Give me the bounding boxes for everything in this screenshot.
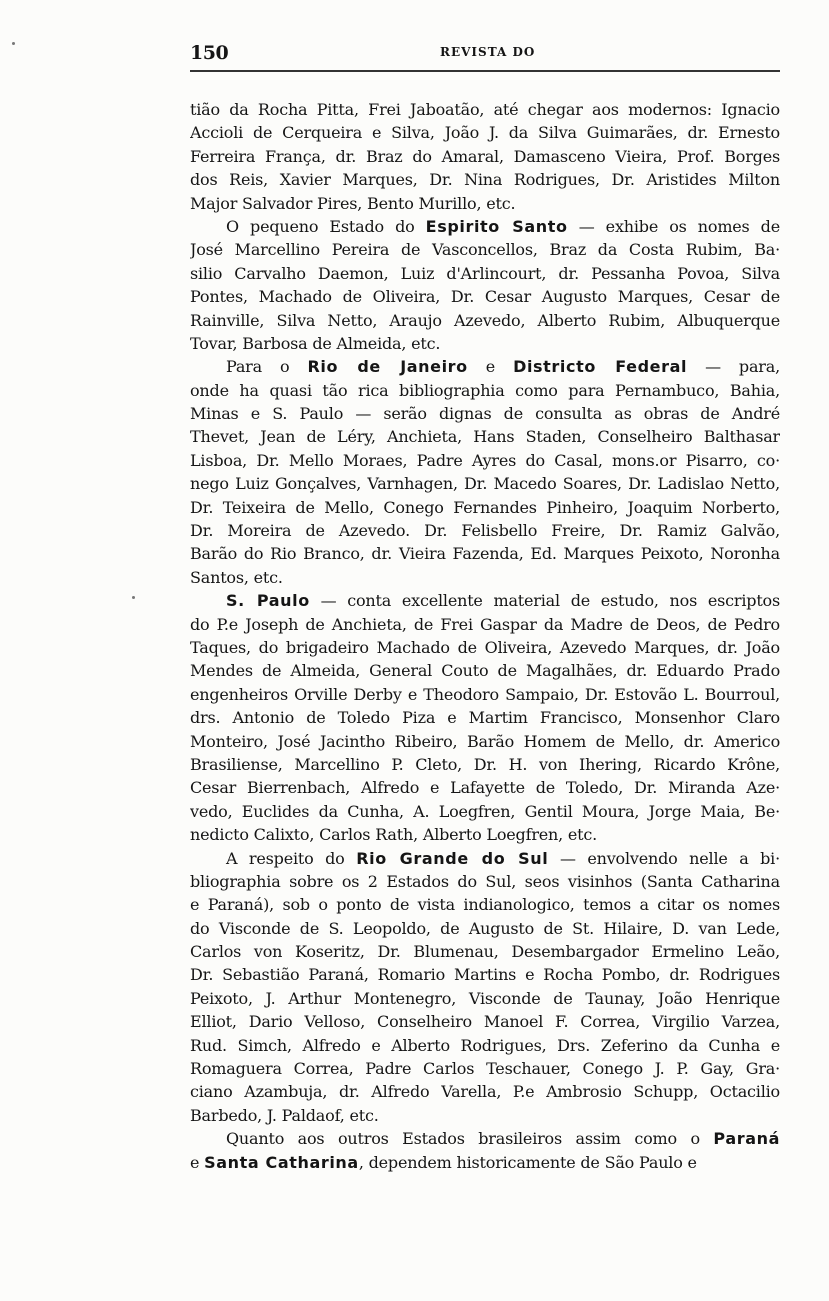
bold-heading-text: Rio Grande do Sul — [356, 848, 549, 868]
text-line — [190, 753, 780, 776]
line-text: nedicto Calixto, Carlos Rath, Alberto Loegfren, etc. — [190, 825, 598, 845]
bold-heading-text: Santa Catharina — [204, 1152, 359, 1172]
line-text: — conta excellente material de estudo, nos escriptos — [309, 591, 780, 611]
line-text: e — [190, 1152, 205, 1172]
line-text: Dr. Teixeira de Mello, Conego Fernandes Pinheiro, Joaquim Norberto, — [190, 497, 780, 517]
text-line — [190, 963, 780, 986]
text-line — [190, 238, 780, 261]
text-line — [190, 1080, 780, 1103]
text-line — [190, 98, 780, 121]
line-text: Mendes de Almeida, General Couto de Magalhães, dr. Eduardo Prado — [190, 661, 780, 681]
line-text: do P.e Joseph de Anchieta, de Frei Gaspar da Madre de Deos, de Pedro — [190, 614, 780, 634]
text-line — [190, 706, 780, 729]
line-text: Carlos von Koseritz, Dr. Blumenau, Desembargador Ermelino Leão, — [190, 942, 780, 962]
line-text: Cesar Bierrenbach, Alfredo e Lafayette de Toledo, Dr. Miranda Aze· — [190, 778, 780, 798]
text-line — [190, 402, 780, 425]
text-line — [190, 145, 780, 168]
line-text: Monteiro, José Jacintho Ribeiro, Barão Homem de Mello, dr. Americo — [190, 731, 780, 751]
line-text: nego Luiz Gonçalves, Varnhagen, Dr. Macedo Soares, Dr. Ladislao Netto, — [190, 474, 780, 494]
text-line — [190, 449, 780, 472]
running-title: REVISTA DO — [440, 45, 536, 59]
line-text: Santos, etc. — [190, 567, 283, 587]
line-text: e — [467, 357, 514, 377]
line-text: , dependem historicamente de São Paulo e — [358, 1152, 697, 1172]
text-line — [190, 355, 780, 378]
text-line — [190, 893, 780, 916]
text-line — [190, 940, 780, 963]
running-head — [190, 40, 782, 68]
text-line — [190, 215, 780, 238]
line-text: Thevet, Jean de Léry, Anchieta, Hans Staden, Conselheiro Balthasar — [190, 427, 780, 447]
line-text: bliographia sobre os 2 Estados do Sul, seos visinhos (Santa Catharina — [190, 871, 780, 891]
text-line — [190, 776, 780, 799]
text-line — [190, 823, 780, 846]
text-line — [190, 659, 780, 682]
text-line — [190, 1057, 780, 1080]
line-text: ciano Azambuja, dr. Alfredo Varella, P.e Ambrosio Schupp, Octacilio — [190, 1082, 780, 1102]
text-line — [190, 262, 780, 285]
line-text: Rainville, Silva Netto, Araujo Azevedo, Alberto Rubim, Albuquerque — [190, 310, 780, 330]
page-speck — [12, 42, 15, 45]
line-text: Pontes, Machado de Oliveira, Dr. Cesar Augusto Marques, Cesar de — [190, 287, 780, 307]
text-line — [190, 683, 780, 706]
bold-heading-text: S. Paulo — [226, 591, 310, 611]
line-text: Dr. Sebastião Paraná, Romario Martins e Rocha Pombo, dr. Rodrigues — [190, 965, 780, 985]
line-text: José Marcellino Pereira de Vasconcellos, Braz da Costa Rubim, Ba· — [190, 240, 780, 260]
line-text: Lisboa, Dr. Mello Moraes, Padre Ayres do Casal, mons.or Pisarro, co· — [190, 450, 780, 470]
line-text: Rud. Simch, Alfredo e Alberto Rodrigues, Drs. Zeferino da Cunha e — [190, 1035, 780, 1055]
text-line — [190, 496, 780, 519]
text-line — [190, 987, 780, 1010]
line-text: Para o — [226, 357, 308, 377]
line-text: tião da Rocha Pitta, Frei Jaboatão, até chegar aos modernos: Ignacio — [190, 100, 780, 119]
line-text: do Visconde de S. Leopoldo, de Augusto de St. Hilaire, D. van Lede, — [190, 918, 780, 938]
bold-heading-text: Espirito Santo — [425, 216, 568, 236]
text-line — [190, 425, 780, 448]
line-text: Minas e S. Paulo — serão dignas de consulta as obras de André — [190, 404, 780, 424]
text-line — [190, 332, 780, 355]
text-line — [190, 519, 780, 542]
bold-heading-text: Rio de Janeiro — [307, 357, 468, 377]
text-line — [190, 168, 780, 191]
line-text: Romaguera Correa, Padre Carlos Teschauer, Conego J. P. Gay, Gra· — [190, 1059, 780, 1079]
text-line — [190, 800, 780, 823]
line-text: A respeito do — [226, 848, 357, 868]
line-text: Tovar, Barbosa de Almeida, etc. — [190, 333, 441, 353]
page-speck — [132, 596, 135, 599]
line-text: Elliot, Dario Velloso, Conselheiro Manoel F. Correa, Virgilio Varzea, — [190, 1012, 780, 1032]
line-text: Barbedo, J. Paldaof, etc. — [190, 1105, 379, 1125]
bold-heading-text: Paraná — [713, 1129, 780, 1149]
text-line — [190, 636, 780, 659]
line-text: Barão do Rio Branco, dr. Vieira Fazenda, Ed. Marques Peixoto, Noronha — [190, 544, 780, 564]
text-line — [190, 847, 780, 870]
text-line — [190, 121, 780, 144]
line-text: — exhibe os nomes de — [567, 216, 780, 236]
text-line — [190, 285, 780, 308]
line-text: engenheiros Orville Derby e Theodoro Sampaio, Dr. Estovão L. Bourroul, — [190, 684, 780, 704]
line-text: Dr. Moreira de Azevedo. Dr. Felisbello Freire, Dr. Ramiz Galvão, — [190, 521, 780, 541]
line-text: e Paraná), sob o ponto de vista indianologico, temos a citar os nomes — [190, 895, 780, 915]
text-line — [190, 870, 780, 893]
text-line — [190, 589, 780, 612]
text-line — [190, 542, 780, 565]
text-line — [190, 192, 780, 215]
text-line — [190, 1010, 780, 1033]
line-text: Accioli de Cerqueira e Silva, João J. da Silva Guimarães, dr. Ernesto — [190, 123, 780, 143]
text-line — [190, 917, 780, 940]
line-text: drs. Antonio de Toledo Piza e Martim Francisco, Monsenhor Claro — [190, 708, 780, 728]
text-line — [190, 379, 780, 402]
text-line — [190, 730, 780, 753]
text-line — [190, 613, 780, 636]
text-line — [190, 472, 780, 495]
line-text: Taques, do brigadeiro Machado de Oliveira, Azevedo Marques, dr. João — [190, 637, 780, 657]
line-text: silio Carvalho Daemon, Luiz d'Arlincourt, dr. Pessanha Povoa, Silva — [190, 263, 780, 283]
header-rule — [190, 70, 780, 72]
line-text: Major Salvador Pires, Bento Murillo, etc. — [190, 193, 516, 213]
body-text — [190, 98, 780, 1174]
line-text: Ferreira França, dr. Braz do Amaral, Damasceno Vieira, Prof. Borges — [190, 146, 780, 166]
text-line — [190, 1151, 780, 1174]
line-text: O pequeno Estado do — [226, 216, 426, 236]
text-line — [190, 1127, 780, 1150]
line-text: Peixoto, J. Arthur Montenegro, Visconde de Taunay, João Henrique — [190, 988, 780, 1008]
line-text: onde ha quasi tão rica bibliographia como para Pernambuco, Bahia, — [190, 380, 780, 400]
text-line — [190, 566, 780, 589]
line-text: dos Reis, Xavier Marques, Dr. Nina Rodrigues, Dr. Aristides Milton — [190, 170, 780, 190]
line-text: Quanto aos outros Estados brasileiros assim como o — [226, 1129, 714, 1149]
text-line — [190, 1034, 780, 1057]
line-text: vedo, Euclides da Cunha, A. Loegfren, Gentil Moura, Jorge Maia, Be· — [190, 801, 780, 821]
page-number: 150 — [190, 42, 229, 64]
line-text: — para, — [687, 357, 780, 377]
line-text: Brasiliense, Marcellino P. Cleto, Dr. H. von Ihering, Ricardo Krône, — [190, 754, 780, 774]
bold-heading-text: Districto Federal — [513, 357, 688, 377]
line-text: — envolvendo nelle a bi· — [548, 848, 780, 868]
text-line — [190, 309, 780, 332]
text-line — [190, 1104, 780, 1127]
